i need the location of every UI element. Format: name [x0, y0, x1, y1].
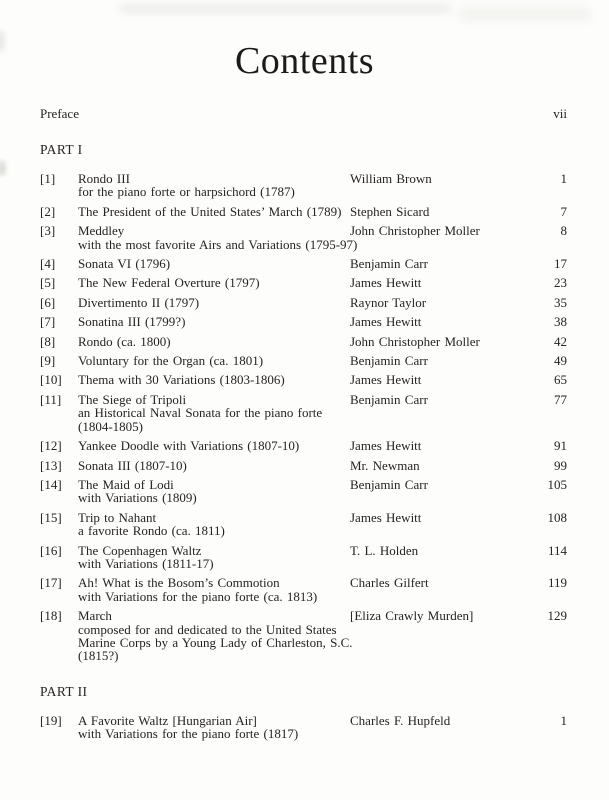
toc-entry	[40, 439, 567, 452]
entry-number: [2]	[40, 203, 56, 219]
toc-entry	[40, 224, 567, 251]
entry-title-line: The Siege of Tripoli	[78, 391, 187, 407]
entry-page-number: 105	[547, 476, 567, 492]
parts-container	[40, 143, 567, 741]
entry-composer: John Christopher Moller	[350, 333, 480, 349]
toc-entry	[40, 511, 567, 538]
entry-composer: Charles Gilfert	[350, 575, 429, 591]
entry-composer: Benjamin Carr	[350, 476, 428, 492]
entry-composer: James Hewitt	[350, 509, 422, 525]
entry-composer: Stephen Sicard	[350, 203, 430, 219]
entry-title	[78, 257, 350, 270]
entry-page-number: 23	[554, 275, 567, 291]
entry-page-number: 1	[560, 171, 567, 186]
page-title: Contents	[234, 40, 375, 82]
entry-title-line: (1804-1805)	[78, 418, 143, 434]
entry-title	[78, 315, 350, 328]
entry-page-number: 114	[547, 542, 567, 558]
entry-title-line: for the piano forte or harpsichord (1787)	[78, 184, 295, 200]
entry-page-number: 35	[554, 294, 567, 310]
toc-entry	[40, 315, 567, 328]
entry-title-line: Sonatina III (1799?)	[78, 314, 186, 330]
toc-entry	[40, 576, 567, 603]
entry-title	[78, 276, 350, 289]
entry-title-line: Rondo (ca. 1800)	[78, 333, 171, 349]
entry-page-number: 1	[560, 712, 567, 728]
entries-list	[40, 714, 567, 741]
entry-title-line: Ah! What is the Bosom’s Commotion	[78, 575, 280, 591]
entry-composer: Benjamin Carr	[350, 391, 428, 407]
entry-title	[78, 354, 350, 367]
entry-composer: James Hewitt	[350, 438, 422, 454]
toc-part	[40, 143, 567, 663]
entry-title-line: Marine Corps by a Young Lady of Charleston, S.C.	[78, 634, 353, 650]
toc-entry	[40, 296, 567, 309]
toc-entry	[40, 609, 567, 663]
entry-title	[78, 714, 350, 741]
entry-composer: Raynor Taylor	[350, 294, 427, 310]
entry-title-line: March	[78, 608, 112, 624]
entry-title	[78, 205, 350, 218]
entry-number: [11]	[40, 391, 62, 407]
entry-title	[78, 511, 350, 538]
toc-entry	[40, 354, 567, 367]
entry-number: [18]	[40, 608, 62, 624]
entry-title	[78, 393, 350, 433]
entry-page-number: 7	[560, 203, 567, 219]
entry-title-line: The President of the United States’ March (1789)	[78, 203, 342, 219]
entry-number: [17]	[40, 575, 62, 591]
entry-composer: Benjamin Carr	[350, 353, 428, 369]
entry-title	[78, 478, 350, 505]
entry-title	[78, 335, 350, 348]
entry-title	[78, 223, 358, 252]
toc-entry	[40, 544, 567, 571]
toc-entry	[40, 393, 567, 433]
entry-title-line: with the most favorite Airs and Variations (1795-97)	[78, 236, 358, 252]
entry-title	[78, 439, 350, 452]
entry-number: [13]	[40, 457, 62, 473]
entry-number: [5]	[40, 275, 56, 291]
part-label: PART I	[40, 142, 83, 157]
entry-page-number: 17	[554, 256, 567, 272]
entry-title-line: with Variations for the piano forte (1817)	[78, 726, 299, 742]
part-label: PART II	[40, 683, 88, 699]
entry-title	[78, 172, 350, 199]
preface-label: Preface	[40, 106, 79, 121]
toc-content	[0, 107, 609, 741]
entry-title-line: Yankee Doodle with Variations (1807-10)	[78, 438, 300, 454]
entry-page-number: 38	[554, 314, 567, 330]
entry-title-line: The Copenhagen Waltz	[78, 542, 202, 558]
entry-title	[78, 544, 350, 571]
toc-entry	[40, 714, 567, 741]
entry-page-number: 108	[547, 509, 567, 525]
toc-entry	[40, 478, 567, 505]
entry-number: [14]	[40, 476, 62, 492]
entry-title-line: Voluntary for the Organ (ca. 1801)	[78, 353, 264, 369]
toc-part	[40, 685, 567, 741]
entry-title-line: Thema with 30 Variations (1803-1806)	[78, 372, 285, 388]
entry-number: [12]	[40, 438, 62, 454]
toc-entry	[40, 335, 567, 348]
toc-entry	[40, 257, 567, 270]
entry-composer: William Brown	[350, 171, 432, 186]
entry-composer: Benjamin Carr	[350, 256, 428, 272]
entry-title-line: (1815?)	[78, 648, 119, 664]
entry-composer: T. L. Holden	[350, 542, 419, 558]
entry-composer: [Eliza Crawly Murden]	[350, 608, 474, 624]
entry-title-line: A Favorite Waltz [Hungarian Air]	[78, 712, 257, 728]
entry-number: [6]	[40, 294, 56, 310]
entry-title	[78, 608, 353, 664]
entry-number: [16]	[40, 542, 62, 558]
entry-number: [8]	[40, 333, 56, 349]
entry-title-line: Meddley	[78, 223, 125, 239]
preface-page-number: vii	[553, 106, 567, 121]
entry-title-line: Sonata VI (1796)	[78, 256, 171, 272]
entry-composer: James Hewitt	[350, 372, 422, 388]
entry-title-line: Trip to Nahant	[78, 509, 157, 525]
entry-title-line: The Maid of Lodi	[78, 476, 174, 492]
entry-number: [1]	[40, 171, 56, 186]
entry-page-number: 42	[554, 333, 567, 349]
entry-number: [9]	[40, 353, 56, 369]
toc-entry	[40, 276, 567, 289]
entry-page-number: 49	[554, 353, 567, 369]
entry-title	[78, 459, 350, 472]
entry-title-line: a favorite Rondo (ca. 1811)	[78, 523, 225, 539]
entry-number: [19]	[40, 712, 62, 728]
toc-entry	[40, 205, 567, 218]
toc-entry	[40, 172, 567, 199]
entry-number: [15]	[40, 509, 62, 525]
entry-title	[78, 373, 350, 386]
entry-number: [7]	[40, 314, 56, 330]
entry-title-line: with Variations (1811-17)	[78, 555, 214, 571]
entry-title-line: The New Federal Overture (1797)	[78, 275, 260, 291]
entry-title-line: an Historical Naval Sonata for the piano forte	[78, 405, 323, 421]
preface-row	[40, 107, 567, 121]
entry-number: [4]	[40, 256, 56, 272]
entry-page-number: 129	[547, 608, 567, 624]
entry-page-number: 8	[560, 223, 567, 239]
entry-title	[78, 296, 350, 309]
entry-title-line: Rondo III	[78, 171, 130, 186]
entry-title-line: Sonata III (1807-10)	[78, 457, 187, 473]
entry-composer: James Hewitt	[350, 275, 422, 291]
entry-number: [10]	[40, 372, 62, 388]
entry-title	[78, 576, 350, 603]
entry-title-line: Divertimento II (1797)	[78, 294, 200, 310]
entry-title-line: composed for and dedicated to the United States	[78, 621, 337, 637]
entry-title-line: with Variations for the piano forte (ca. 1813)	[78, 588, 318, 604]
entry-page-number: 91	[554, 438, 567, 454]
entry-composer: Mr. Newman	[350, 457, 420, 473]
entry-composer: Charles F. Hupfeld	[350, 712, 451, 728]
entry-page-number: 77	[554, 391, 567, 407]
entry-composer: James Hewitt	[350, 314, 422, 330]
entry-page-number: 119	[547, 575, 567, 591]
entry-composer: John Christopher Moller	[350, 223, 480, 239]
entries-list	[40, 172, 567, 663]
toc-entry	[40, 459, 567, 472]
toc-entry	[40, 373, 567, 386]
entry-page-number: 65	[554, 372, 567, 388]
entry-number: [3]	[40, 223, 56, 239]
entry-page-number: 99	[554, 457, 567, 473]
entry-title-line: with Variations (1809)	[78, 490, 197, 506]
